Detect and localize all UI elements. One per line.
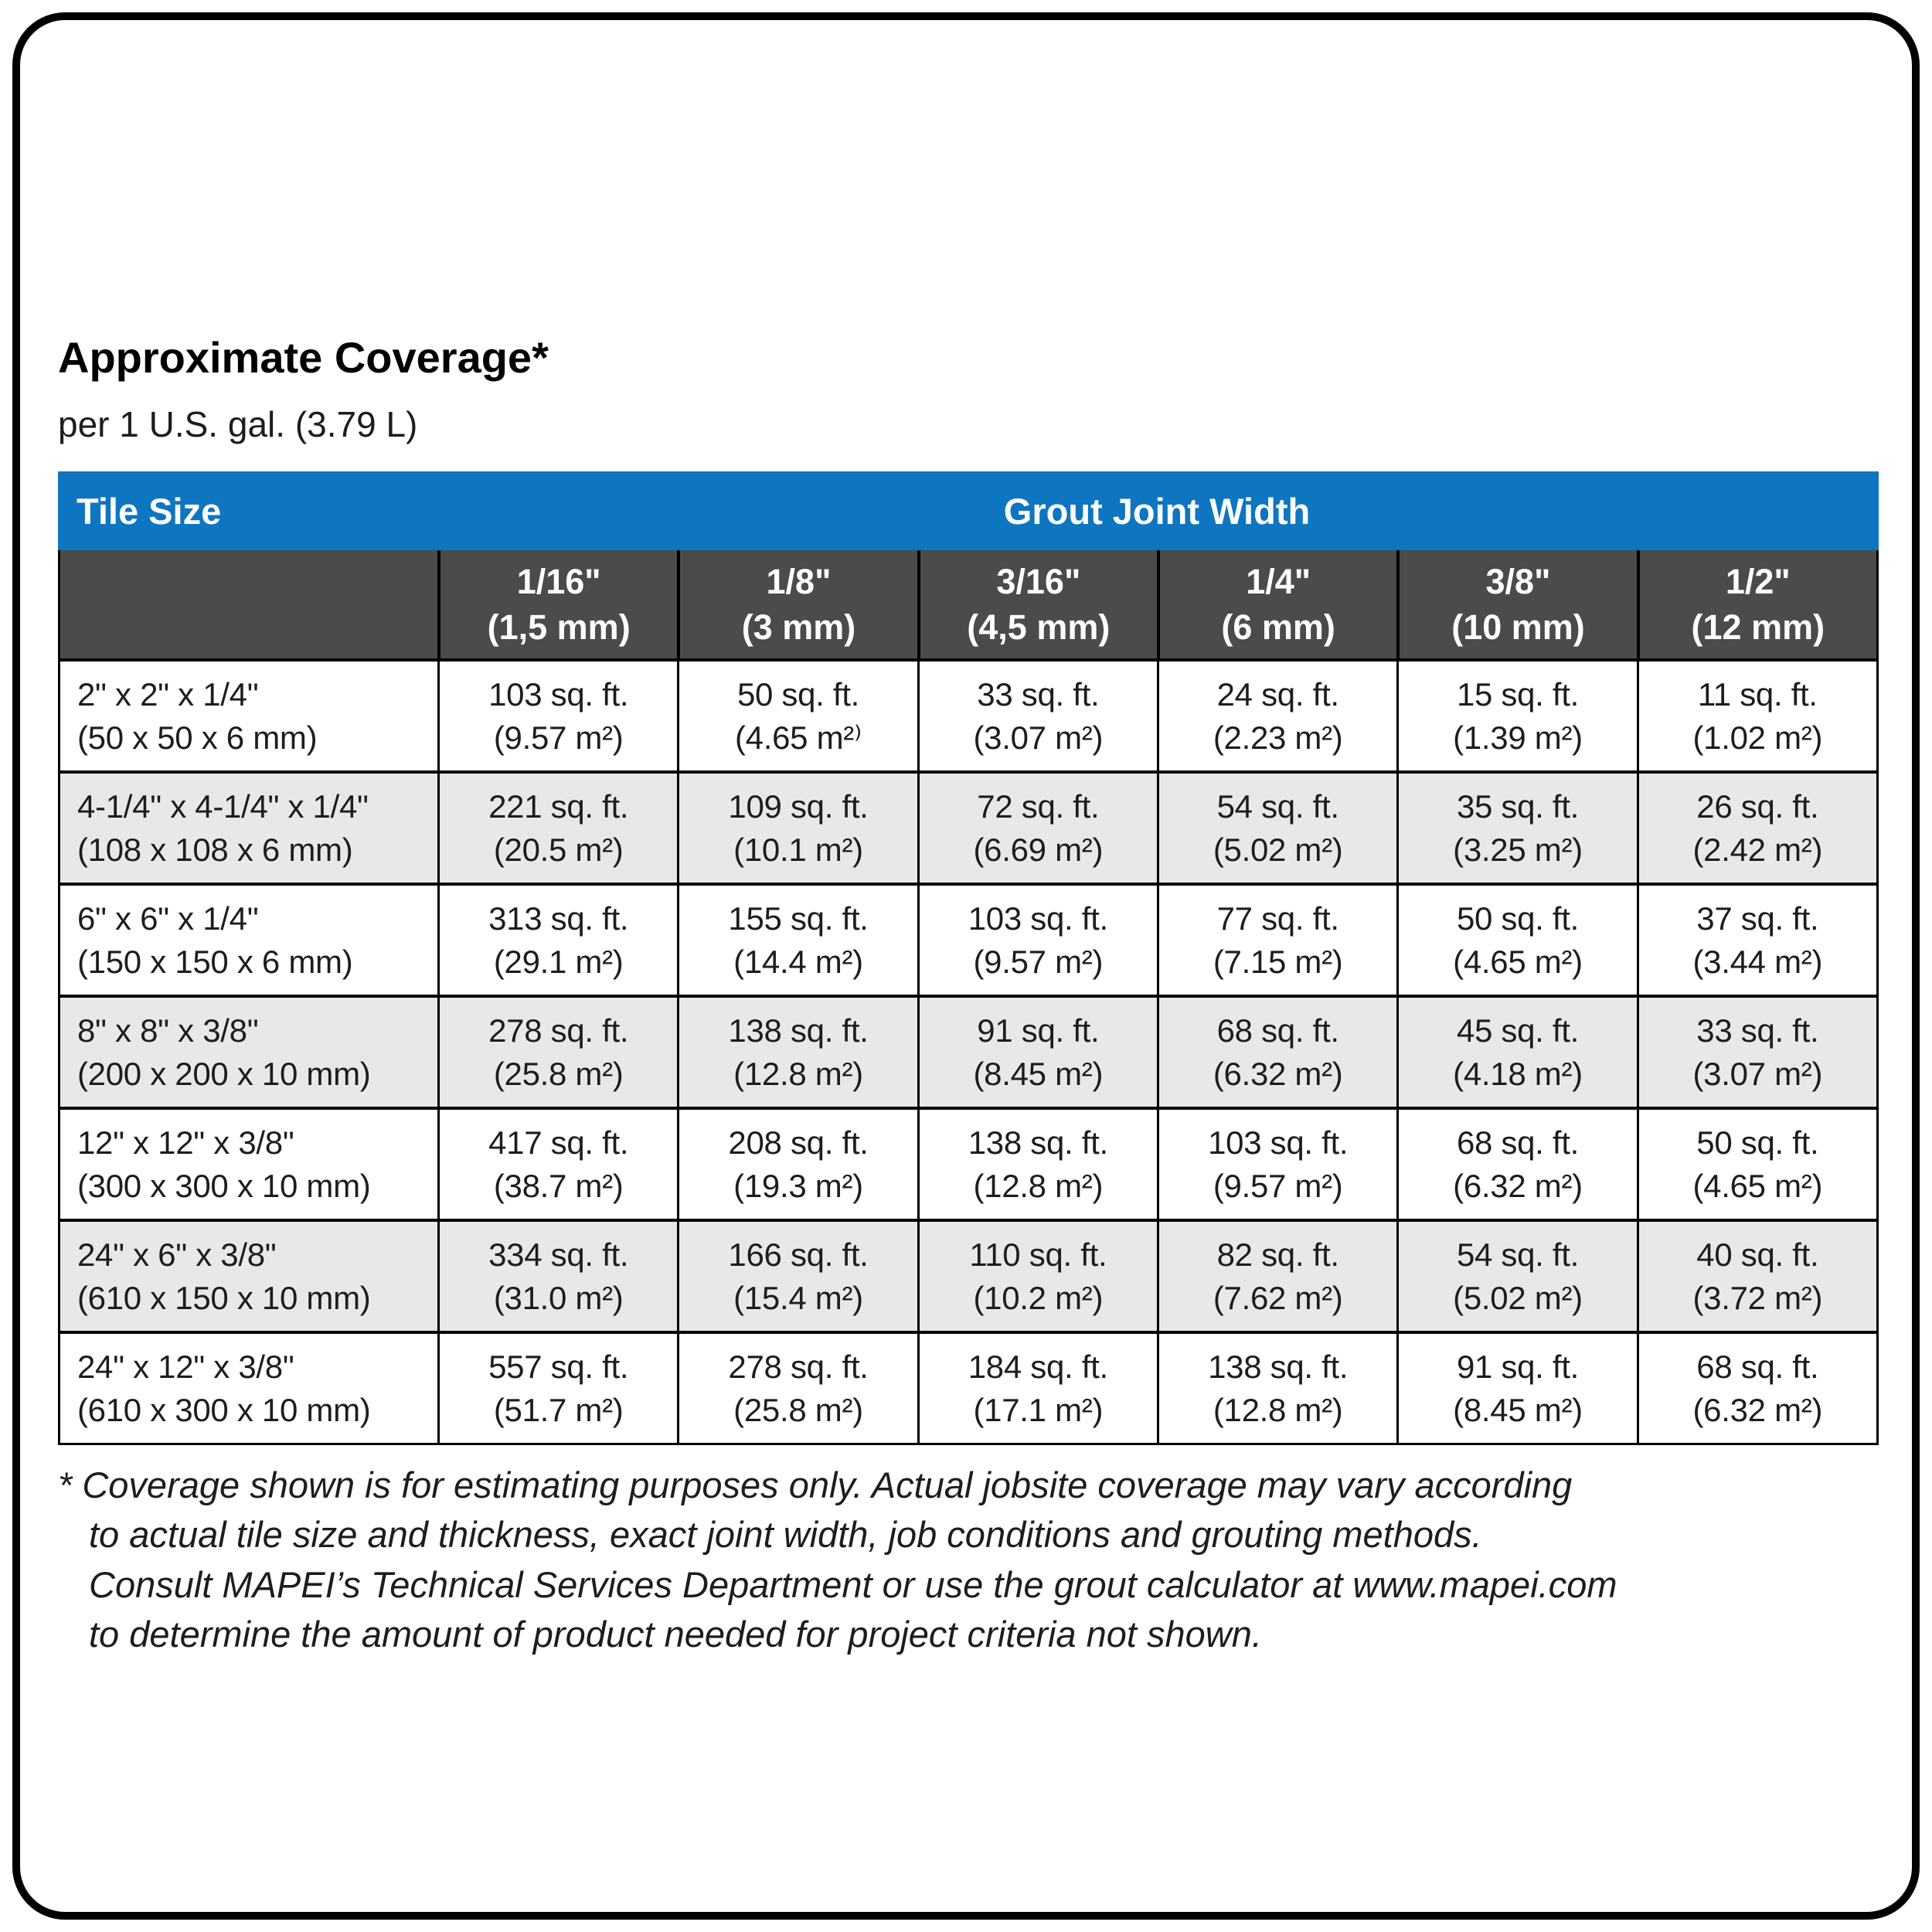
coverage-sqft: 15 sq. ft. bbox=[1456, 675, 1580, 713]
coverage-cell bbox=[1396, 774, 1636, 883]
coverage-metric: (8.45 m²) bbox=[1453, 1391, 1583, 1428]
coverage-metric: (5.02 m²) bbox=[1453, 1279, 1583, 1316]
coverage-metric: (12.8 m²) bbox=[1213, 1391, 1343, 1428]
coverage-cell bbox=[677, 998, 917, 1107]
tile-size-header: Tile Size bbox=[77, 490, 222, 532]
coverage-cell bbox=[1157, 1334, 1396, 1443]
coverage-sqft: 82 sq. ft. bbox=[1216, 1236, 1339, 1273]
coverage-cell bbox=[1157, 998, 1396, 1107]
column-width-inches: 1/4" bbox=[1246, 561, 1311, 601]
table-row bbox=[60, 1331, 1876, 1443]
coverage-sqft: 40 sq. ft. bbox=[1696, 1236, 1819, 1273]
coverage-sqft: 50 sq. ft. bbox=[736, 675, 860, 713]
coverage-cell bbox=[1396, 998, 1636, 1107]
coverage-metric: (29.1 m²) bbox=[493, 943, 624, 980]
coverage-sqft: 334 sq. ft. bbox=[488, 1236, 629, 1273]
coverage-sqft: 11 sq. ft. bbox=[1697, 675, 1818, 713]
corner-cell bbox=[60, 550, 437, 658]
coverage-sqft: 26 sq. ft. bbox=[1696, 787, 1819, 825]
coverage-metric: (20.5 m²) bbox=[493, 831, 624, 868]
coverage-cell bbox=[677, 774, 917, 883]
coverage-metric: (12.8 m²) bbox=[973, 1167, 1104, 1204]
coverage-sqft: 557 sq. ft. bbox=[488, 1348, 629, 1385]
coverage-sqft: 278 sq. ft. bbox=[728, 1348, 869, 1385]
coverage-cell bbox=[437, 998, 677, 1107]
tile-size-inches: 4-1/4" x 4-1/4" x 1/4" bbox=[77, 787, 369, 825]
coverage-metric: (7.62 m²) bbox=[1213, 1279, 1343, 1316]
coverage-sqft: 72 sq. ft. bbox=[977, 787, 1100, 825]
table-header-bar bbox=[58, 471, 1879, 550]
coverage-metric: (3.72 m²) bbox=[1692, 1279, 1823, 1316]
coverage-cell bbox=[1637, 662, 1876, 770]
table-row bbox=[60, 658, 1876, 770]
coverage-metric: (31.0 m²) bbox=[493, 1279, 624, 1316]
coverage-cell bbox=[917, 998, 1157, 1107]
coverage-sqft: 33 sq. ft. bbox=[977, 675, 1100, 713]
coverage-cell bbox=[1637, 1222, 1876, 1331]
coverage-sqft: 155 sq. ft. bbox=[728, 900, 869, 937]
tile-size-cell bbox=[60, 1334, 437, 1443]
coverage-metric: (8.45 m²) bbox=[973, 1055, 1104, 1092]
coverage-metric: (25.8 m²) bbox=[493, 1055, 624, 1092]
tile-size-metric: (108 x 108 x 6 mm) bbox=[77, 831, 353, 868]
tile-size-metric: (610 x 300 x 10 mm) bbox=[77, 1391, 371, 1428]
coverage-sqft: 103 sq. ft. bbox=[1208, 1124, 1349, 1161]
footnote-line: Consult MAPEI’s Technical Services Department or use the grout calculator at www.mapei.com bbox=[89, 1563, 1617, 1605]
coverage-sqft: 313 sq. ft. bbox=[488, 900, 629, 937]
coverage-metric: (2.42 m²) bbox=[1692, 831, 1823, 868]
coverage-cell bbox=[1396, 1110, 1636, 1219]
coverage-metric: (19.3 m²) bbox=[733, 1167, 863, 1204]
footnote-line: * Coverage shown is for estimating purposes only. Actual jobsite coverage may vary according bbox=[58, 1464, 1573, 1505]
coverage-cell bbox=[917, 1334, 1157, 1443]
page-subtitle: per 1 U.S. gal. (3.79 L) bbox=[58, 404, 418, 444]
coverage-metric: (25.8 m²) bbox=[733, 1391, 863, 1428]
coverage-cell bbox=[677, 1334, 917, 1443]
footnote-line: to actual tile size and thickness, exact joint width, job conditions and grouting methods. bbox=[89, 1514, 1482, 1556]
coverage-metric: (1.02 m²) bbox=[1692, 719, 1823, 756]
coverage-sqft: 91 sq. ft. bbox=[1456, 1348, 1580, 1385]
coverage-metric: (14.4 m²) bbox=[733, 943, 863, 980]
coverage-sqft: 68 sq. ft. bbox=[1456, 1124, 1580, 1161]
column-width-inches: 3/16" bbox=[996, 561, 1081, 601]
grout-width-column-header bbox=[1396, 550, 1636, 658]
coverage-sqft: 221 sq. ft. bbox=[488, 787, 629, 825]
coverage-sqft: 110 sq. ft. bbox=[969, 1236, 1107, 1273]
table-grid bbox=[58, 550, 1879, 1445]
coverage-cell bbox=[437, 886, 677, 995]
coverage-cell bbox=[1396, 1222, 1636, 1331]
coverage-metric: (7.15 m²) bbox=[1213, 943, 1343, 980]
tile-size-cell bbox=[60, 886, 437, 995]
coverage-metric: (9.57 m²) bbox=[973, 943, 1104, 980]
coverage-metric: (1.39 m²) bbox=[1453, 719, 1583, 756]
tile-size-cell bbox=[60, 998, 437, 1107]
tile-size-cell bbox=[60, 1222, 437, 1331]
coverage-sqft: 278 sq. ft. bbox=[488, 1012, 629, 1049]
tile-size-cell bbox=[60, 662, 437, 770]
coverage-metric: (4.65 m²) bbox=[1692, 1167, 1823, 1204]
coverage-sqft: 35 sq. ft. bbox=[1456, 787, 1580, 825]
table-body bbox=[60, 658, 1876, 1443]
table-row bbox=[60, 883, 1876, 995]
tile-size-metric: (50 x 50 x 6 mm) bbox=[77, 719, 318, 756]
coverage-metric: (17.1 m²) bbox=[973, 1391, 1104, 1428]
grout-width-column-header bbox=[917, 550, 1157, 658]
table-row bbox=[60, 770, 1876, 883]
grout-width-column-header bbox=[437, 550, 677, 658]
footnote-line: to determine the amount of product needed for project criteria not shown. bbox=[89, 1614, 1262, 1655]
coverage-cell bbox=[1637, 1334, 1876, 1443]
grout-width-column-header bbox=[677, 550, 917, 658]
grout-width-column-header bbox=[1157, 550, 1396, 658]
column-header-row bbox=[60, 550, 1876, 658]
coverage-sqft: 50 sq. ft. bbox=[1456, 900, 1580, 937]
coverage-metric: (3.44 m²) bbox=[1692, 943, 1823, 980]
coverage-sqft: 91 sq. ft. bbox=[977, 1012, 1100, 1049]
coverage-cell bbox=[1637, 998, 1876, 1107]
coverage-sqft: 166 sq. ft. bbox=[728, 1236, 869, 1273]
coverage-sqft: 24 sq. ft. bbox=[1216, 675, 1339, 713]
coverage-sqft: 138 sq. ft. bbox=[728, 1012, 869, 1049]
coverage-cell bbox=[437, 774, 677, 883]
tile-size-inches: 12" x 12" x 3/8" bbox=[77, 1124, 294, 1161]
coverage-metric: (10.1 m²) bbox=[733, 831, 863, 868]
coverage-metric: (6.32 m²) bbox=[1453, 1167, 1583, 1204]
coverage-cell bbox=[1157, 1110, 1396, 1219]
coverage-sqft: 208 sq. ft. bbox=[728, 1124, 869, 1161]
column-width-inches: 3/8" bbox=[1485, 561, 1551, 601]
tile-size-metric: (300 x 300 x 10 mm) bbox=[77, 1167, 371, 1204]
coverage-cell bbox=[1157, 662, 1396, 770]
tile-size-inches: 8" x 8" x 3/8" bbox=[77, 1012, 259, 1049]
coverage-cell bbox=[917, 662, 1157, 770]
coverage-sqft: 33 sq. ft. bbox=[1696, 1012, 1819, 1049]
coverage-cell bbox=[1157, 1222, 1396, 1331]
tile-size-inches: 2" x 2" x 1/4" bbox=[77, 675, 259, 713]
coverage-cell bbox=[1157, 886, 1396, 995]
coverage-metric: (3.25 m²) bbox=[1453, 831, 1583, 868]
tile-size-inches: 24" x 6" x 3/8" bbox=[77, 1236, 277, 1273]
coverage-metric: (6.32 m²) bbox=[1213, 1055, 1343, 1092]
grout-width-column-header bbox=[1637, 550, 1876, 658]
coverage-sqft: 45 sq. ft. bbox=[1456, 1012, 1580, 1049]
coverage-cell bbox=[917, 1110, 1157, 1219]
coverage-metric: (2.23 m²) bbox=[1213, 719, 1343, 756]
coverage-cell bbox=[1637, 774, 1876, 883]
coverage-cell bbox=[1396, 886, 1636, 995]
coverage-cell bbox=[1396, 662, 1636, 770]
coverage-metric: (12.8 m²) bbox=[733, 1055, 863, 1092]
column-width-metric: (10 mm) bbox=[1451, 607, 1585, 647]
tile-size-inches: 6" x 6" x 1/4" bbox=[77, 900, 259, 937]
coverage-metric: (51.7 m²) bbox=[493, 1391, 624, 1428]
column-width-metric: (1,5 mm) bbox=[487, 607, 631, 647]
coverage-cell bbox=[677, 886, 917, 995]
coverage-metric: (4.65 m²⁾ bbox=[734, 719, 862, 756]
coverage-cell bbox=[437, 662, 677, 770]
tile-size-metric: (610 x 150 x 10 mm) bbox=[77, 1279, 371, 1316]
coverage-metric: (3.07 m²) bbox=[973, 719, 1104, 756]
table-row bbox=[60, 1219, 1876, 1331]
coverage-sqft: 417 sq. ft. bbox=[488, 1124, 629, 1161]
coverage-metric: (15.4 m²) bbox=[733, 1279, 863, 1316]
coverage-cell bbox=[1157, 774, 1396, 883]
coverage-metric: (6.69 m²) bbox=[973, 831, 1104, 868]
coverage-metric: (5.02 m²) bbox=[1213, 831, 1343, 868]
coverage-cell bbox=[677, 662, 917, 770]
coverage-cell bbox=[1637, 886, 1876, 995]
tile-size-metric: (150 x 150 x 6 mm) bbox=[77, 943, 353, 980]
coverage-sqft: 54 sq. ft. bbox=[1216, 787, 1339, 825]
column-width-inches: 1/2" bbox=[1725, 561, 1791, 601]
tile-size-cell bbox=[60, 774, 437, 883]
coverage-metric: (6.32 m²) bbox=[1692, 1391, 1823, 1428]
coverage-sqft: 77 sq. ft. bbox=[1216, 900, 1339, 937]
column-width-inches: 1/16" bbox=[516, 561, 601, 601]
coverage-sqft: 103 sq. ft. bbox=[488, 675, 629, 713]
column-width-metric: (6 mm) bbox=[1221, 607, 1335, 647]
coverage-sqft: 138 sq. ft. bbox=[1208, 1348, 1349, 1385]
coverage-cell bbox=[437, 1222, 677, 1331]
coverage-sqft: 138 sq. ft. bbox=[968, 1124, 1108, 1161]
coverage-cell bbox=[917, 774, 1157, 883]
coverage-sqft: 68 sq. ft. bbox=[1216, 1012, 1339, 1049]
coverage-cell bbox=[917, 886, 1157, 995]
coverage-sqft: 54 sq. ft. bbox=[1456, 1236, 1580, 1273]
coverage-sqft: 68 sq. ft. bbox=[1696, 1348, 1819, 1385]
tile-size-cell bbox=[60, 1110, 437, 1219]
coverage-cell bbox=[437, 1110, 677, 1219]
coverage-cell bbox=[677, 1110, 917, 1219]
column-width-metric: (4,5 mm) bbox=[967, 607, 1111, 647]
coverage-metric: (4.18 m²) bbox=[1453, 1055, 1583, 1092]
column-width-inches: 1/8" bbox=[766, 561, 832, 601]
coverage-sqft: 37 sq. ft. bbox=[1696, 900, 1819, 937]
column-width-metric: (12 mm) bbox=[1691, 607, 1825, 647]
page-title: Approximate Coverage* bbox=[58, 333, 549, 382]
coverage-cell bbox=[1637, 1110, 1876, 1219]
coverage-metric: (9.57 m²) bbox=[1213, 1167, 1343, 1204]
coverage-metric: (4.65 m²) bbox=[1453, 943, 1583, 980]
footnote bbox=[58, 1461, 1897, 1660]
coverage-metric: (3.07 m²) bbox=[1692, 1055, 1823, 1092]
coverage-cell bbox=[1396, 1334, 1636, 1443]
coverage-metric: (9.57 m²) bbox=[493, 719, 624, 756]
coverage-cell bbox=[917, 1222, 1157, 1331]
tile-size-metric: (200 x 200 x 10 mm) bbox=[77, 1055, 371, 1092]
coverage-table bbox=[58, 471, 1879, 1445]
coverage-metric: (38.7 m²) bbox=[493, 1167, 624, 1204]
grout-joint-width-header: Grout Joint Width bbox=[1003, 490, 1311, 532]
coverage-sqft: 50 sq. ft. bbox=[1696, 1124, 1819, 1161]
coverage-cell bbox=[437, 1334, 677, 1443]
coverage-sqft: 109 sq. ft. bbox=[728, 787, 869, 825]
coverage-metric: (10.2 m²) bbox=[973, 1279, 1104, 1316]
table-row bbox=[60, 1107, 1876, 1219]
column-width-metric: (3 mm) bbox=[741, 607, 856, 647]
coverage-cell bbox=[677, 1222, 917, 1331]
tile-size-inches: 24" x 12" x 3/8" bbox=[77, 1348, 294, 1385]
table-row bbox=[60, 995, 1876, 1107]
coverage-sqft: 184 sq. ft. bbox=[968, 1348, 1108, 1385]
coverage-sqft: 103 sq. ft. bbox=[968, 900, 1108, 937]
